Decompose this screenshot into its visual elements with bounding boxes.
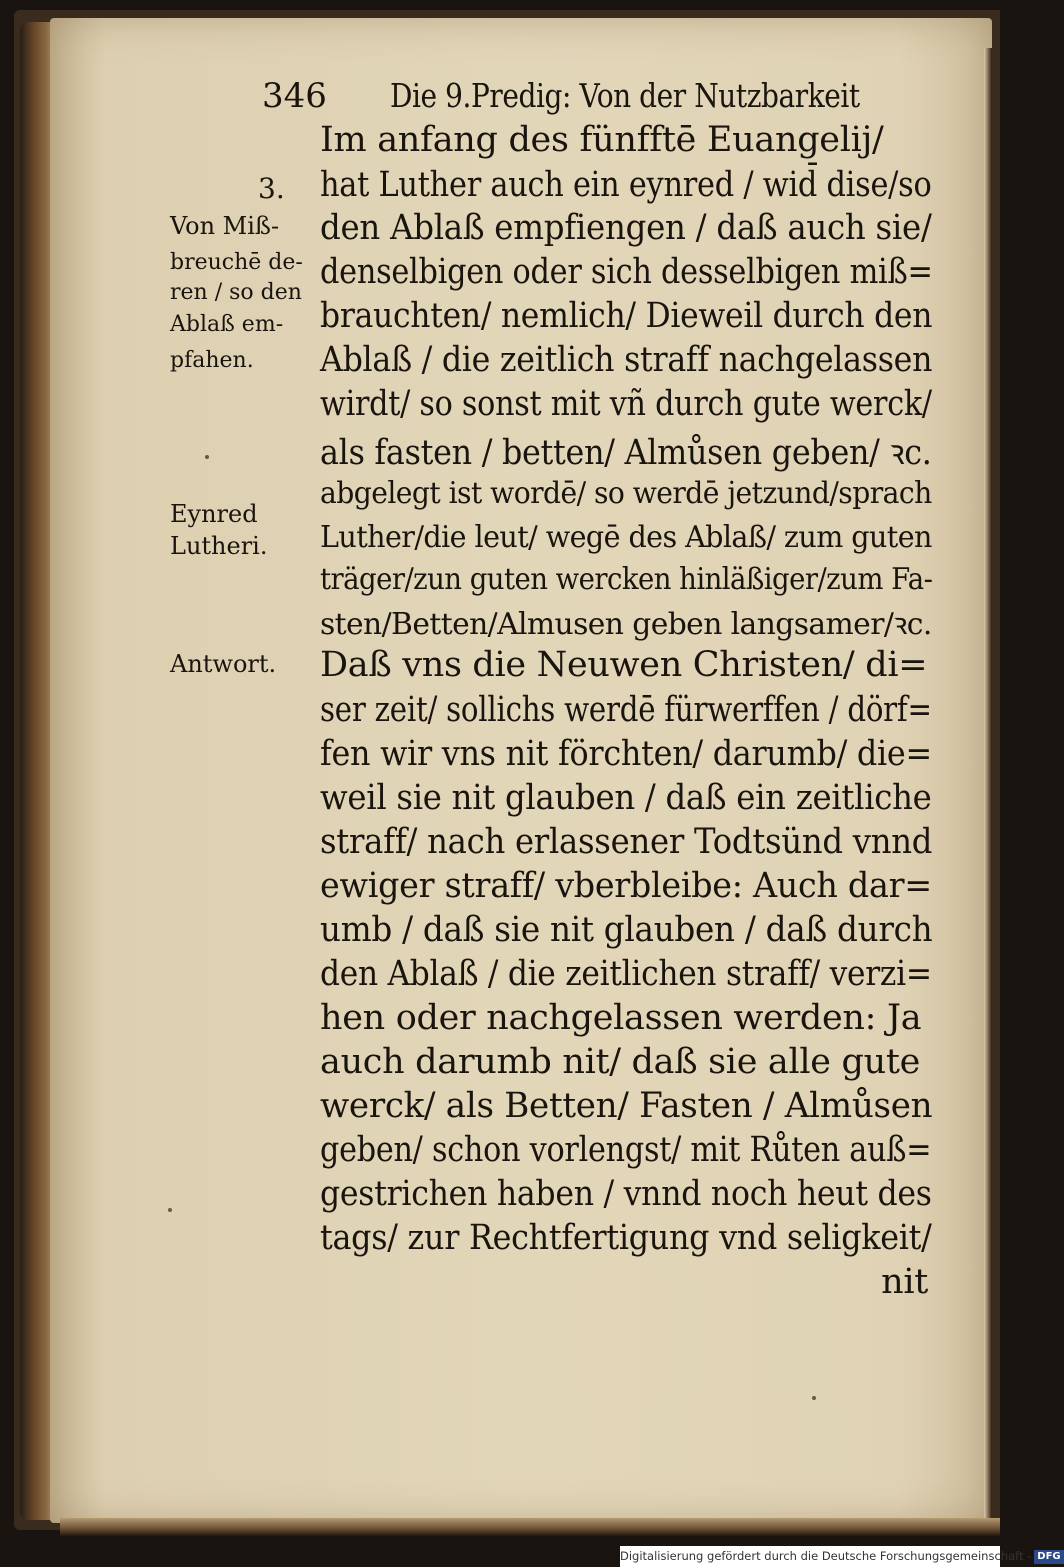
body-line: wirdt/ so sonst mit vñ durch gute werck/ <box>320 384 932 424</box>
body-line: Daß vns die Neuwen Christen/ di= <box>320 645 928 685</box>
dfg-logo: DFG <box>1034 1550 1063 1564</box>
paper-speck <box>168 1208 172 1212</box>
margin-note-line: Ablaß em- <box>170 312 284 337</box>
running-head: Die 9.Predig: Von der Nutzbarkeit <box>390 76 860 115</box>
body-line: tags/ zur Rechtfertigung vnd seligkeit/ <box>320 1218 932 1258</box>
digitization-footer <box>620 1546 1061 1567</box>
body-line: Ablaß / die zeitlich straff nachgelassen <box>320 340 933 380</box>
margin-note-line: Von Miß- <box>170 212 280 240</box>
body-line: weil sie nit glauben / daß ein zeitliche <box>320 778 932 818</box>
body-line: den Ablaß empfiengen / daß auch sie/ <box>320 208 932 248</box>
body-line: werck/ als Betten/ Fasten / Almůsen <box>320 1086 933 1126</box>
margin-number: 3. <box>258 172 285 205</box>
page-number: 346 <box>262 76 327 116</box>
margin-note-line: Antwort. <box>170 650 277 678</box>
margin-note-line: breuchē de- <box>170 250 303 275</box>
paper-speck <box>812 1396 816 1400</box>
body-line: Luther/die leut/ wegē des Ablaß/ zum guten <box>320 520 932 555</box>
body-line: träger/zun guten wercken hinläßiger/zum Fa- <box>320 562 933 597</box>
page-edge <box>984 48 992 1528</box>
body-line: ser zeit/ sollichs werdē fürwerffen / dörf= <box>320 690 932 730</box>
body-line: auch darumb nit/ daß sie alle gute <box>320 1042 921 1082</box>
body-line: gestrichen haben / vnnd noch heut des <box>320 1174 932 1214</box>
footer-text: Digitalisierung gefördert durch die Deutsche Forschungsgemeinschaft - <box>620 1549 1032 1563</box>
paper-speck <box>205 455 209 459</box>
margin-note-line: ren / so den <box>170 280 302 305</box>
body-line: straff/ nach erlassener Todtsünd vnnd <box>320 822 933 862</box>
margin-note-line: pfahen. <box>170 348 254 373</box>
body-line: Im anfang des fünfftē Euangelij/ <box>320 120 884 160</box>
catchword: nit <box>881 1262 928 1302</box>
body-line: hen oder nachgelassen werden: Ja <box>320 998 922 1038</box>
body-line: als fasten / betten/ Almůsen geben/ ꝛc. <box>320 433 932 473</box>
body-line: abgelegt ist wordē/ so werdē jetzund/sprach <box>320 476 932 511</box>
body-line: umb / daß sie nit glauben / daß durch <box>320 910 933 950</box>
body-line: sten/Betten/Almusen geben langsamer/ꝛc. <box>320 607 932 642</box>
margin-note-line: Eynred <box>170 500 258 528</box>
body-line: brauchten/ nemlich/ Dieweil durch den <box>320 296 933 336</box>
body-line: hat Luther auch ein eynred / wid̄ dise/so <box>320 165 932 205</box>
margin-note-line: Lutheri. <box>170 532 268 560</box>
body-line: den Ablaß / die zeitlichen straff/ verzi= <box>320 954 932 994</box>
book-bottom-edge <box>60 1518 1000 1536</box>
body-line: ewiger straff/ vberbleibe: Auch dar= <box>320 866 932 906</box>
body-line: geben/ schon vorlengst/ mit Růten auß= <box>320 1130 932 1170</box>
body-line: denselbigen oder sich desselbigen miß= <box>320 252 933 292</box>
body-line: fen wir vns nit förchten/ darumb/ die= <box>320 734 932 774</box>
